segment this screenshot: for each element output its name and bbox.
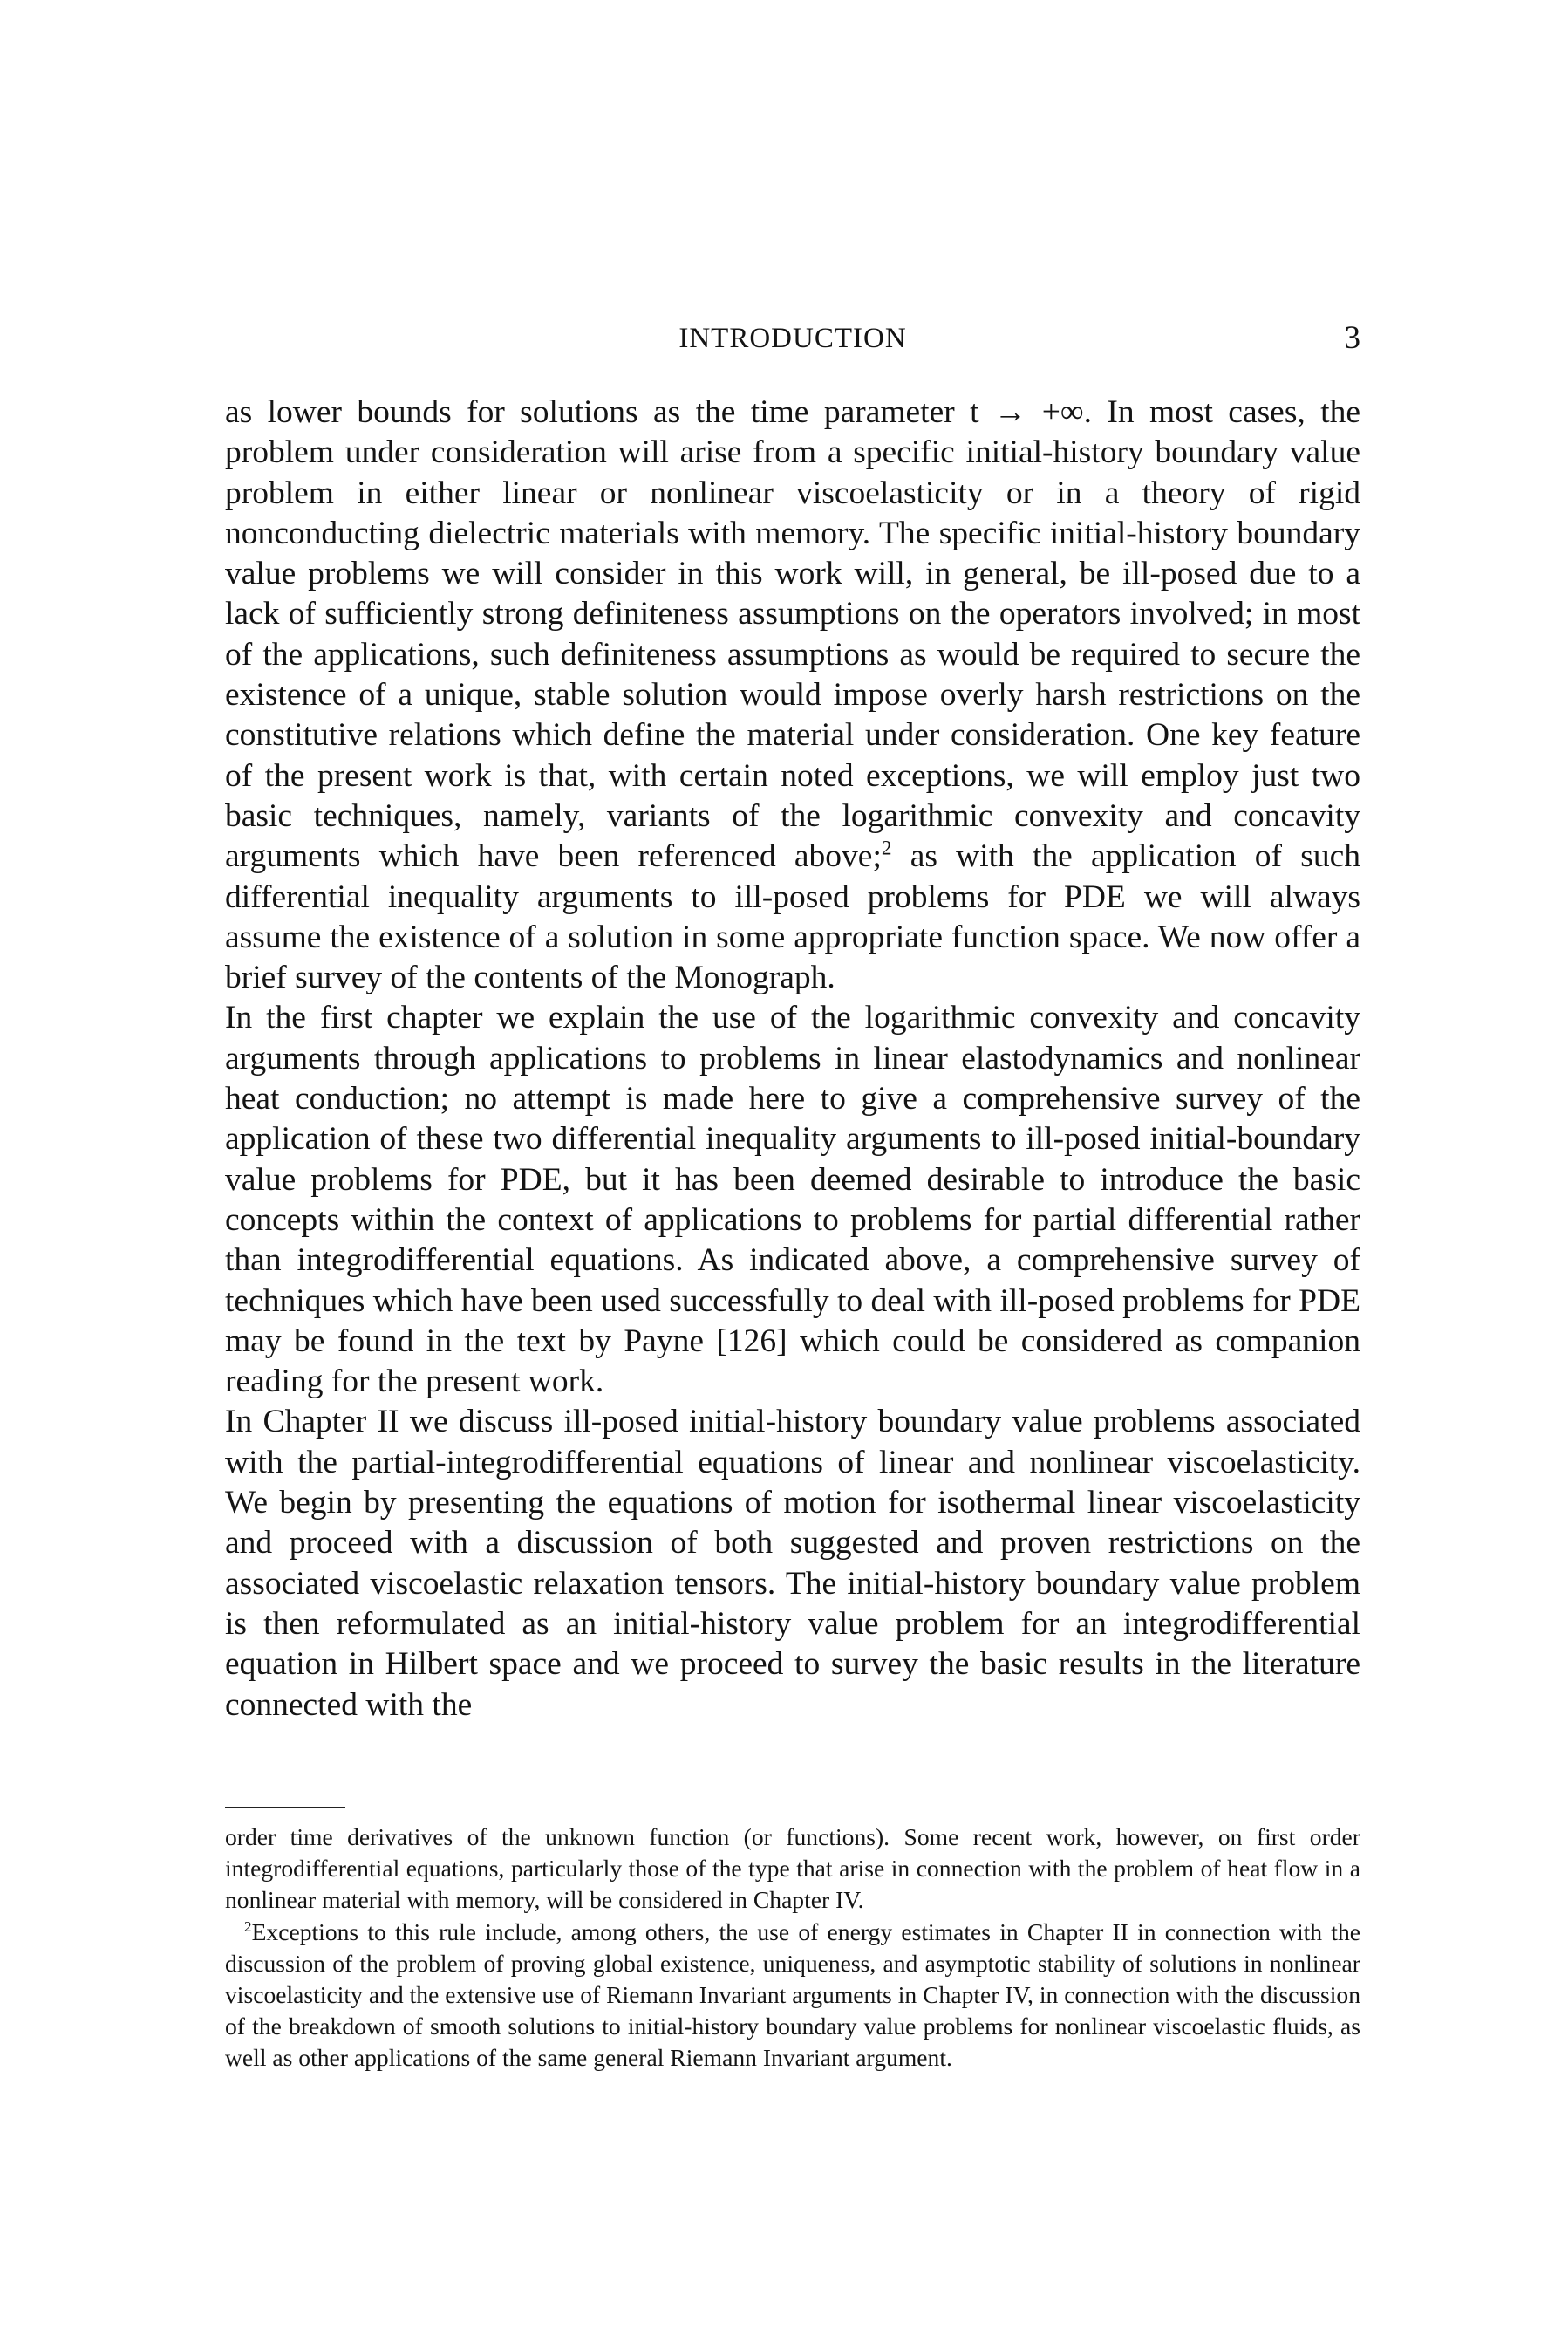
main-text — [225, 393, 1360, 1726]
paragraph-1 — [225, 393, 1360, 998]
footnote-ref-2: 2 — [881, 837, 892, 860]
footnote-2-text: Exceptions to this rule include, among others, the use of energy estimates in Chapter II in connection with the discussion of the problem of proving global existence, uniqueness, and asymptotic stability of solutions in nonlinear viscoelasticity and the extensive use of Riemann Invariant arguments in Chapter IV, in connection with the discussion of the breakdown of smooth solutions to initial-history boundary value problems for nonlinear viscoelastic fluids, as well as other applications of the same general Riemann Invariant argument. — [225, 1917, 1360, 2072]
footnote-rule — [225, 1807, 345, 1808]
paragraph-1-text: as lower bounds for solutions as the time parameter t → +∞. In most cases, the problem under consideration will arise from a specific initial-history boundary value problem in either linear or nonlinear viscoelasticity or in a theory of rigid nonconducting dielectric materials with memory. The specific initial-history boundary value problems we will consider in this work will, in general, be ill-posed due to a lack of sufficiently strong definiteness assumptions on the operators involved; in most of the applications, such definiteness assumptions as would be required to secure the existence of a unique, stable solution would impose overly harsh restrictions on the constitutive relations which define the material under consideration. One key feature of the present work is that, with certain noted exceptions, we will employ just two basic techniques, namely, variants of the logarithmic convexity and concavity arguments which have been referenced above; — [225, 394, 1360, 875]
paragraph-3: In Chapter II we discuss ill-posed initial-history boundary value problems associated with the partial-integrodifferential equations of linear and nonlinear viscoelasticity. We begin by presenting the equations of motion for isothermal linear viscoelasticity and proceed with a discussion of both suggested and proven restrictions on the associated viscoelastic relaxation tensors. The initial-history boundary value problem is then reformulated as an initial-history value problem for an integrodifferential equation in Hilbert space and we proceed to survey the basic results in the literature connected with the — [225, 1404, 1360, 1723]
page-number: 3 — [1344, 320, 1360, 356]
running-title: INTRODUCTION — [678, 323, 907, 354]
footnotes — [225, 1821, 1360, 2074]
paragraph-2: In the first chapter we explain the use of the logarithmic convexity and concavity arguments through applications to problems in linear elastodynamics and nonlinear heat conduction; no attempt is made here to give a comprehensive survey of the application of these two differential inequality arguments to ill-posed initial-boundary value problems for PDE, but it has been deemed desirable to introduce the basic concepts within the context of applications to problems for partial differential rather than integrodifferential equations. As indicated above, a comprehensive survey of techniques which have been used successfully to deal with ill-posed problems for PDE may be found in the text by Payne [126] which could be considered as companion reading for the present work. — [225, 1000, 1360, 1400]
footnote-continued: order time derivatives of the unknown function (or functions). Some recent work, however, on first order integrodifferential equations, particularly those of the type that arise in connection with the problem of heat flow in a nonlinear material with memory, will be considered in Chapter IV. — [225, 1823, 1360, 1914]
footnote-2 — [225, 1917, 1360, 2074]
paragraph-1-end: as with the application of such differential inequality arguments to ill-posed problems for PDE we will always assume the existence of a solution in some appropriate function space. We now offer a brief survey of the contents of the Monograph. — [225, 838, 1360, 996]
footnote-2-marker: 2 — [244, 1917, 252, 1935]
running-head — [225, 316, 1360, 368]
